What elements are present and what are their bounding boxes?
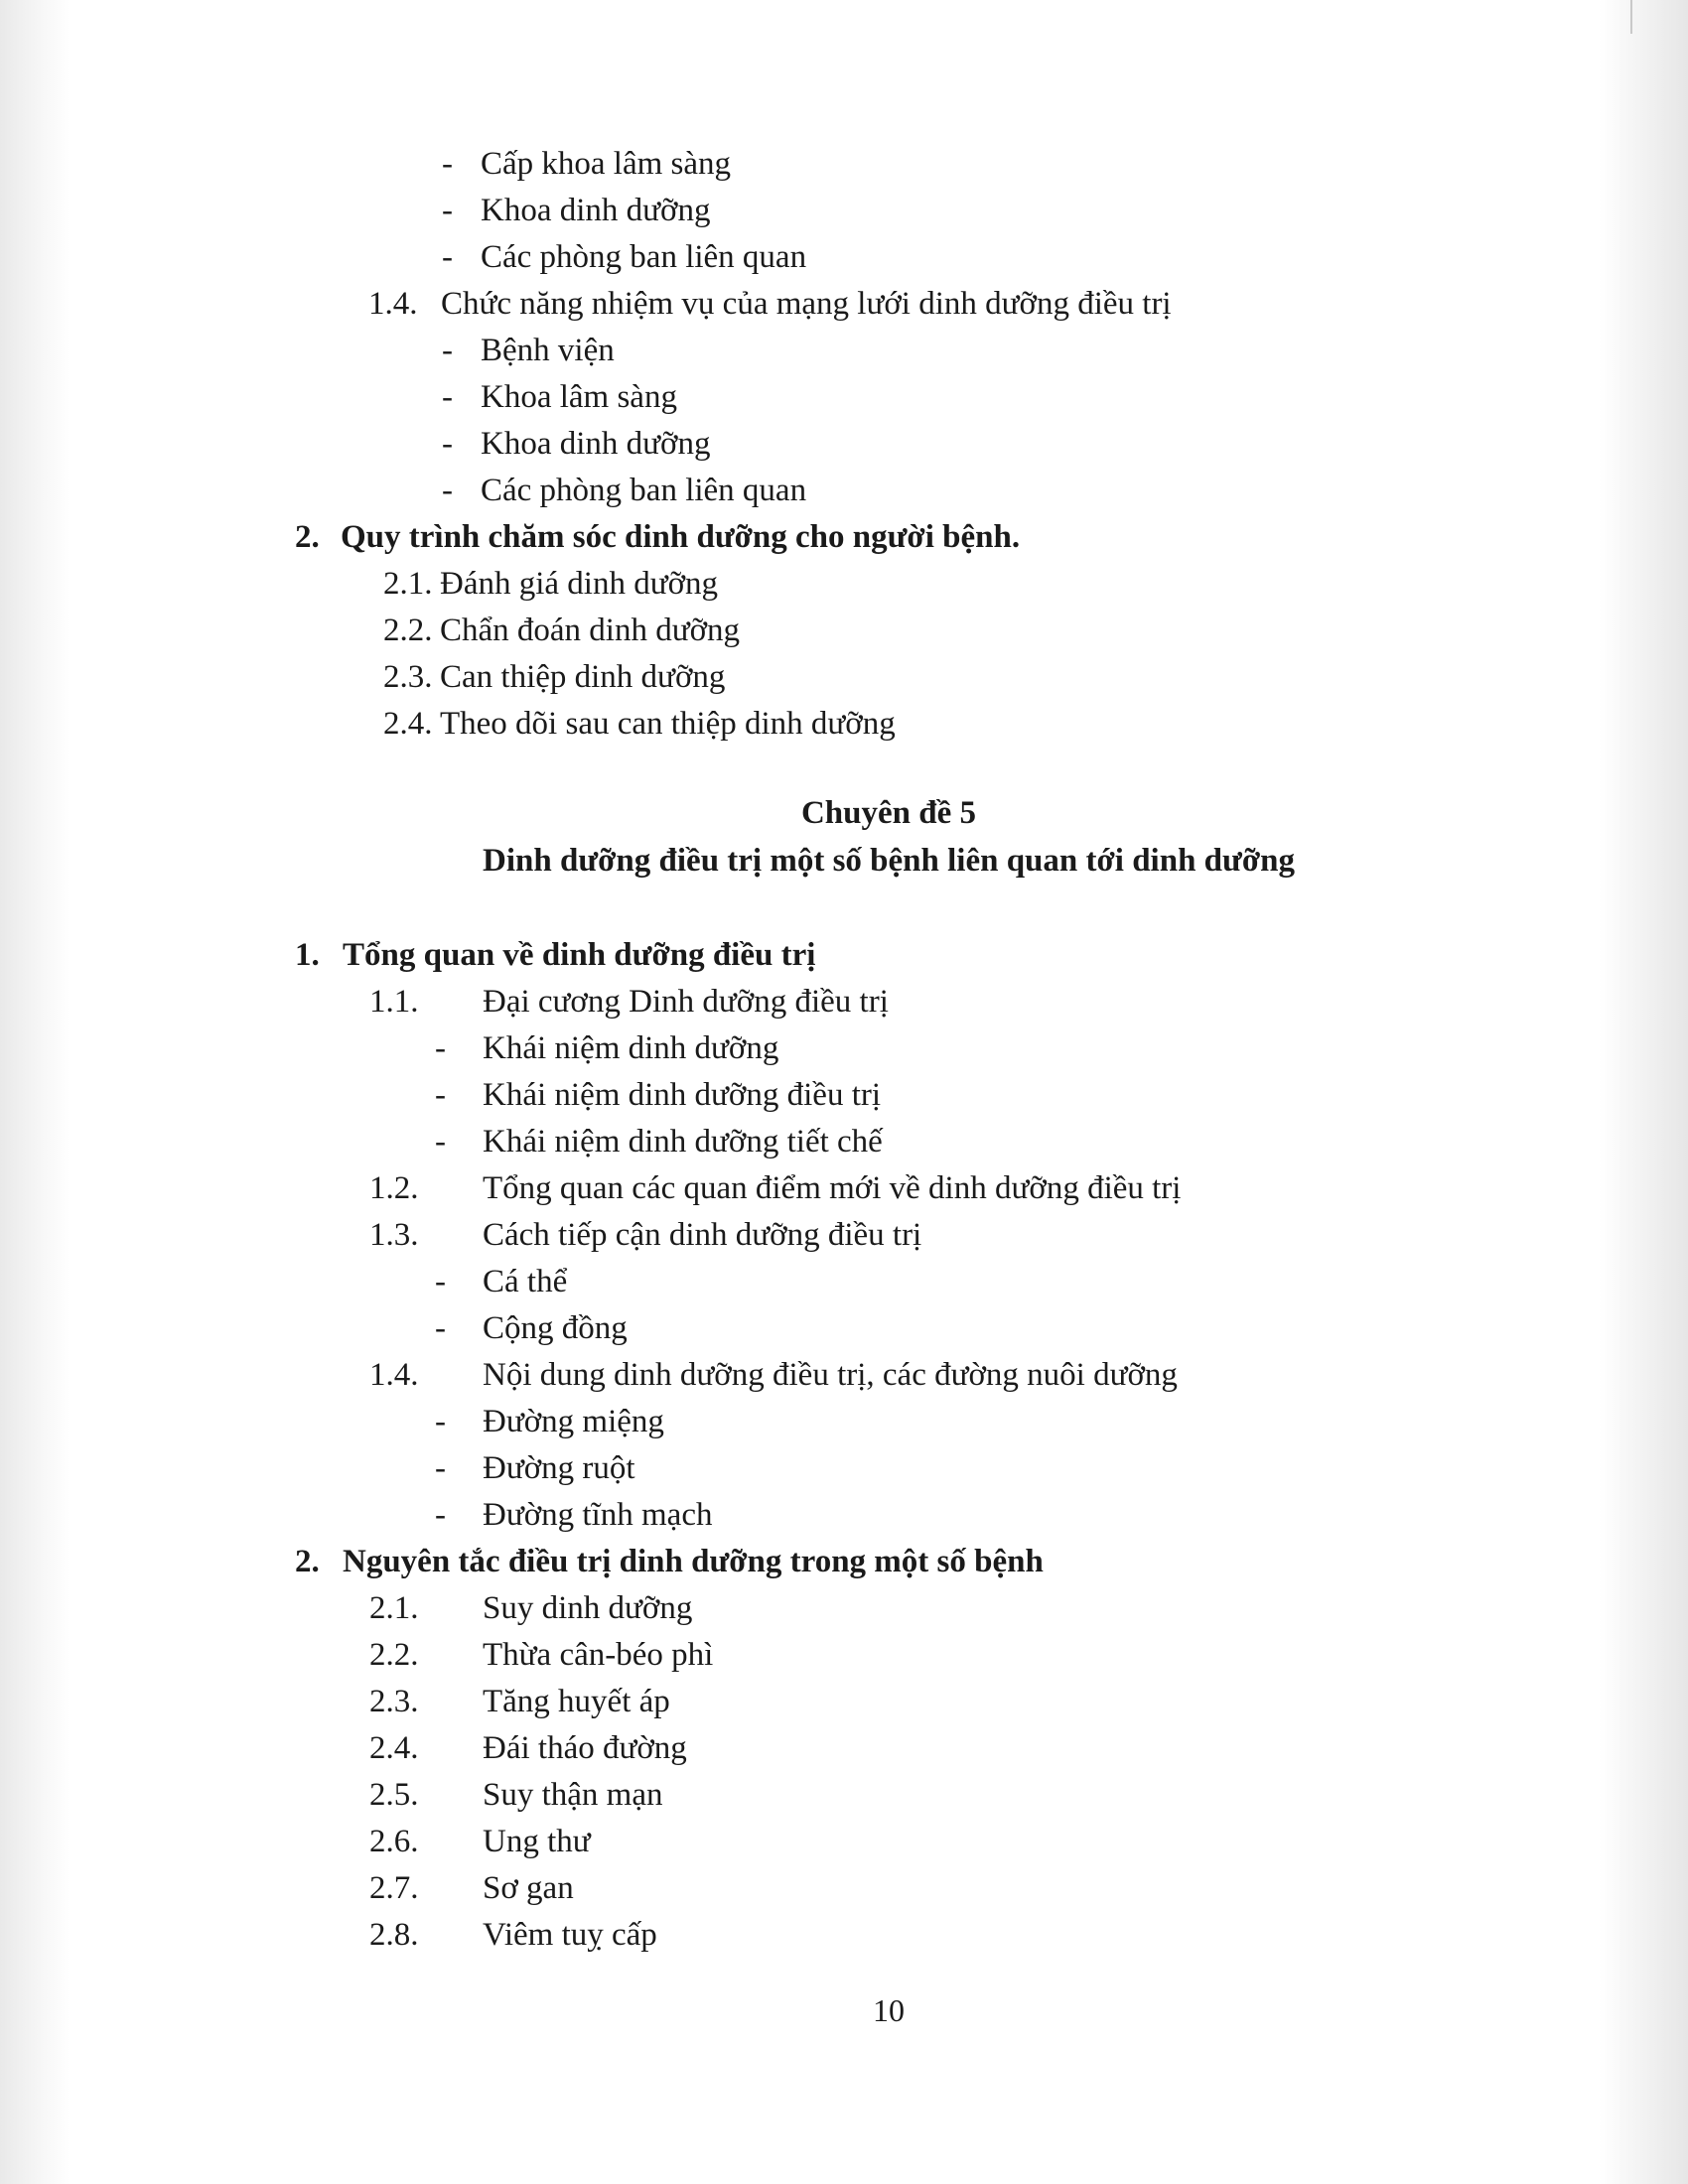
topic-title: Dinh dưỡng điều trị một số bệnh liên quan tới dinh dưỡng bbox=[483, 843, 1295, 879]
list-item: Bệnh viện bbox=[481, 333, 615, 368]
heading-number: 1. bbox=[295, 937, 320, 973]
section-heading: Nguyên tắc điều trị dinh dưỡng trong một số bệnh bbox=[343, 1544, 1044, 1579]
item-text: Cách tiếp cận dinh dưỡng điều trị bbox=[483, 1217, 922, 1253]
item-text: Suy thận mạn bbox=[483, 1777, 663, 1813]
item-number: 1.3. bbox=[369, 1217, 419, 1253]
topic-label: Chuyên đề 5 bbox=[800, 795, 977, 831]
heading-number: 2. bbox=[295, 519, 320, 555]
bullet-dash: - bbox=[442, 239, 453, 275]
list-item: Khái niệm dinh dưỡng bbox=[483, 1030, 779, 1066]
item-number: 1.4. bbox=[369, 1357, 419, 1393]
bullet-dash: - bbox=[435, 1310, 446, 1346]
item-text: Đái tháo đường bbox=[483, 1730, 687, 1766]
bullet-dash: - bbox=[442, 146, 453, 182]
bullet-dash: - bbox=[442, 426, 453, 462]
item-text: Chẩn đoán dinh dưỡng bbox=[440, 613, 741, 648]
item-text: Tăng huyết áp bbox=[483, 1684, 670, 1719]
page-number: 10 bbox=[873, 1992, 905, 2028]
item-text: Theo dõi sau can thiệp dinh dưỡng bbox=[440, 706, 896, 742]
list-item: Các phòng ban liên quan bbox=[481, 473, 807, 508]
heading-number: 2. bbox=[295, 1544, 320, 1579]
item-text: Can thiệp dinh dưỡng bbox=[440, 659, 726, 695]
bullet-dash: - bbox=[442, 333, 453, 368]
item-text: Đại cương Dinh dưỡng điều trị bbox=[483, 984, 889, 1020]
list-item: Cấp khoa lâm sàng bbox=[481, 146, 732, 182]
list-item: Cá thể bbox=[483, 1264, 568, 1299]
list-item: Đường tĩnh mạch bbox=[483, 1497, 713, 1533]
item-number: 2.5. bbox=[369, 1777, 419, 1813]
bullet-dash: - bbox=[435, 1497, 446, 1533]
item-text: Thừa cân-béo phì bbox=[483, 1637, 714, 1673]
item-number: 2.4. bbox=[369, 1730, 419, 1766]
item-text: Đánh giá dinh dưỡng bbox=[440, 566, 719, 602]
bullet-dash: - bbox=[442, 193, 453, 228]
item-number: 2.8. bbox=[369, 1917, 419, 1953]
item-number: 2.3. bbox=[369, 1684, 419, 1719]
item-text: Chức năng nhiệm vụ của mạng lưới dinh dưỡng điều trị bbox=[441, 286, 1172, 322]
item-number: 2.7. bbox=[369, 1870, 419, 1906]
list-item: Khoa lâm sàng bbox=[481, 379, 677, 415]
bullet-dash: - bbox=[435, 1264, 446, 1299]
item-text: Sơ gan bbox=[483, 1870, 574, 1906]
list-item: Khoa dinh dưỡng bbox=[481, 193, 711, 228]
item-text: Ung thư bbox=[483, 1824, 591, 1859]
bullet-dash: - bbox=[435, 1450, 446, 1486]
list-item: Đường ruột bbox=[483, 1450, 635, 1486]
bullet-dash: - bbox=[442, 473, 453, 508]
item-number: 2.1. bbox=[369, 1590, 419, 1626]
item-text: Viêm tuỵ cấp bbox=[483, 1917, 657, 1953]
list-item: Cộng đồng bbox=[483, 1310, 628, 1346]
bullet-dash: - bbox=[435, 1077, 446, 1113]
item-number: 1.1. bbox=[369, 984, 419, 1020]
bullet-dash: - bbox=[442, 379, 453, 415]
item-number: 2.4. bbox=[383, 706, 433, 742]
bullet-dash: - bbox=[435, 1030, 446, 1066]
item-text: Suy dinh dưỡng bbox=[483, 1590, 693, 1626]
list-item: Các phòng ban liên quan bbox=[481, 239, 807, 275]
item-number: 2.2. bbox=[369, 1637, 419, 1673]
list-item: Khoa dinh dưỡng bbox=[481, 426, 711, 462]
bullet-dash: - bbox=[435, 1404, 446, 1439]
item-text: Tổng quan các quan điểm mới về dinh dưỡng điều trị bbox=[483, 1170, 1182, 1206]
item-number: 1.4. bbox=[368, 286, 418, 322]
list-item: Khái niệm dinh dưỡng tiết chế bbox=[483, 1124, 883, 1160]
item-text: Nội dung dinh dưỡng điều trị, các đường nuôi dưỡng bbox=[483, 1357, 1178, 1393]
section-heading: Tổng quan về dinh dưỡng điều trị bbox=[343, 937, 816, 973]
list-item: Khái niệm dinh dưỡng điều trị bbox=[483, 1077, 882, 1113]
item-number: 1.2. bbox=[369, 1170, 419, 1206]
bullet-dash: - bbox=[435, 1124, 446, 1160]
item-number: 2.1. bbox=[383, 566, 433, 602]
list-item: Đường miệng bbox=[483, 1404, 664, 1439]
section-heading: Quy trình chăm sóc dinh dưỡng cho người bệnh. bbox=[341, 519, 1021, 555]
item-number: 2.6. bbox=[369, 1824, 419, 1859]
item-number: 2.3. bbox=[383, 659, 433, 695]
item-number: 2.2. bbox=[383, 613, 433, 648]
